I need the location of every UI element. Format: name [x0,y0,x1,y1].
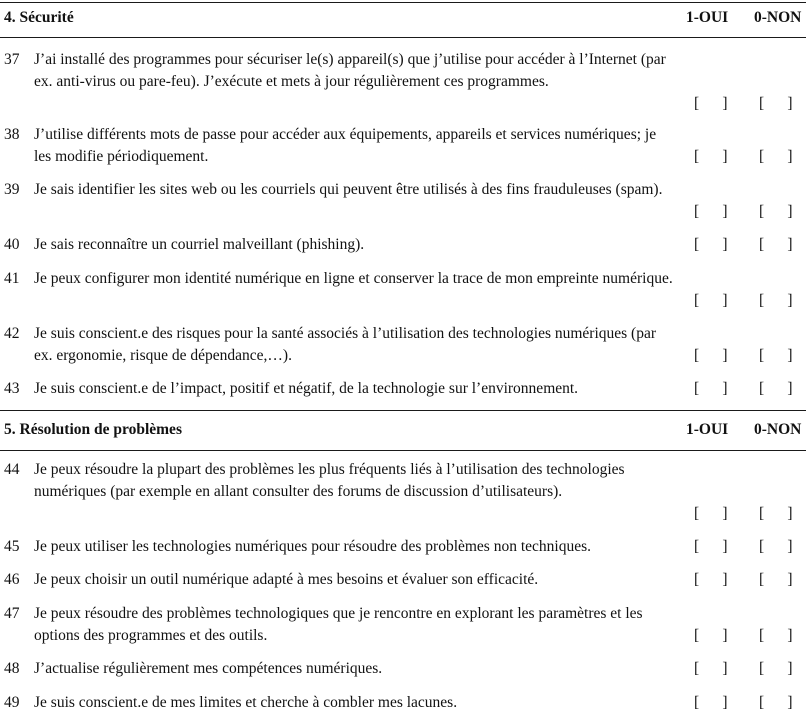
section-5-top-rule [0,410,806,411]
checkbox-non[interactable]: [ ] [759,347,793,364]
question-number: 49 [4,694,20,711]
checkbox-non[interactable]: [ ] [759,95,793,112]
question-42 [0,323,806,367]
question-number: 38 [4,126,20,143]
question-text: Je peux résoudre des problèmes technologiques que je rencontre en explorant les paramètres et les options des programmes et des outils. [34,605,643,644]
section-4-col-oui: 1-OUI [686,9,729,26]
checkbox-non[interactable]: [ ] [759,292,793,309]
question-text: Je suis conscient.e de mes limites et cherche à combler mes lacunes. [34,694,458,711]
question-text: Je sais identifier les sites web ou les courriels qui peuvent être utilisés à des fins frauduleuses (spam). [34,181,663,198]
checkbox-non[interactable]: [ ] [759,694,793,711]
checkbox-oui[interactable]: [ ] [694,292,728,309]
question-number: 39 [4,181,20,198]
checkbox-non[interactable]: [ ] [759,236,793,253]
checkbox-non[interactable]: [ ] [759,148,793,165]
question-number: 46 [4,571,20,588]
question-number: 45 [4,538,20,555]
section-4-top-rule [0,2,806,3]
question-number: 48 [4,660,20,677]
section-4-header-rule [0,37,806,38]
question-number: 47 [4,605,20,622]
checkbox-oui[interactable]: [ ] [694,627,728,644]
question-number: 42 [4,325,20,342]
checkbox-oui[interactable]: [ ] [694,347,728,364]
question-number: 44 [4,461,20,478]
checkbox-non[interactable]: [ ] [759,627,793,644]
checkbox-oui[interactable]: [ ] [694,380,728,397]
question-40 [0,234,806,256]
question-text: Je sais reconnaître un courriel malveillant (phishing). [34,236,365,253]
question-text: Je suis conscient.e de l’impact, positif et négatif, de la technologie sur l’environnement. [34,380,579,397]
question-text: Je peux résoudre la plupart des problèmes les plus fréquents liés à l’utilisation des technologies numériques (par exemple en allant consulter des forums de discussion d’utilisateurs). [34,461,625,500]
checkbox-oui[interactable]: [ ] [694,148,728,165]
section-5-col-non: 0-NON [754,421,802,438]
checkbox-oui[interactable]: [ ] [694,660,728,677]
section-5-header-rule [0,450,806,451]
checkbox-non[interactable]: [ ] [759,203,793,220]
question-45 [0,536,806,558]
question-46 [0,569,806,591]
question-38 [0,124,806,168]
question-text: Je peux configurer mon identité numérique en ligne et conserver la trace de mon empreinte numérique. [34,270,673,287]
checkbox-non[interactable]: [ ] [759,538,793,555]
checkbox-oui[interactable]: [ ] [694,694,728,711]
question-48 [0,658,806,680]
question-number: 41 [4,270,20,287]
checkbox-oui[interactable]: [ ] [694,95,728,112]
question-39 [0,179,806,223]
question-43 [0,378,806,400]
section-5-col-oui: 1-OUI [686,421,729,438]
question-text: J’utilise différents mots de passe pour accéder aux équipements, appareils et services numériques; je les modifie périodiquement. [34,126,657,165]
checkbox-non[interactable]: [ ] [759,380,793,397]
question-text: J’actualise régulièrement mes compétences numériques. [34,660,383,677]
question-41 [0,268,806,312]
checkbox-oui[interactable]: [ ] [694,236,728,253]
checkbox-non[interactable]: [ ] [759,571,793,588]
question-37 [0,49,806,115]
question-number: 40 [4,236,20,253]
section-5-title: 5. Résolution de problèmes [4,421,182,438]
question-44 [0,459,806,525]
checkbox-non[interactable]: [ ] [759,505,793,522]
question-text: J’ai installé des programmes pour sécuriser le(s) appareil(s) que j’utilise pour accéder à l’Internet (par ex. anti-virus ou pare-feu). J’exécute et mets à jour régulièrement ces programmes. [34,51,666,90]
question-text: Je suis conscient.e des risques pour la santé associés à l’utilisation des technologies numériques (par ex. ergonomie, risque de dépendance,…). [34,325,656,364]
checkbox-oui[interactable]: [ ] [694,538,728,555]
question-49 [0,692,806,714]
question-text: Je peux choisir un outil numérique adapté à mes besoins et évaluer son efficacité. [34,571,539,588]
checkbox-oui[interactable]: [ ] [694,571,728,588]
section-4-title: 4. Sécurité [4,9,74,26]
question-text: Je peux utiliser les technologies numériques pour résoudre des problèmes non techniques. [34,538,592,555]
question-47 [0,603,806,647]
section-4-col-non: 0-NON [754,9,802,26]
question-number: 37 [4,51,20,68]
checkbox-oui[interactable]: [ ] [694,505,728,522]
checkbox-oui[interactable]: [ ] [694,203,728,220]
question-number: 43 [4,380,20,397]
checkbox-non[interactable]: [ ] [759,660,793,677]
